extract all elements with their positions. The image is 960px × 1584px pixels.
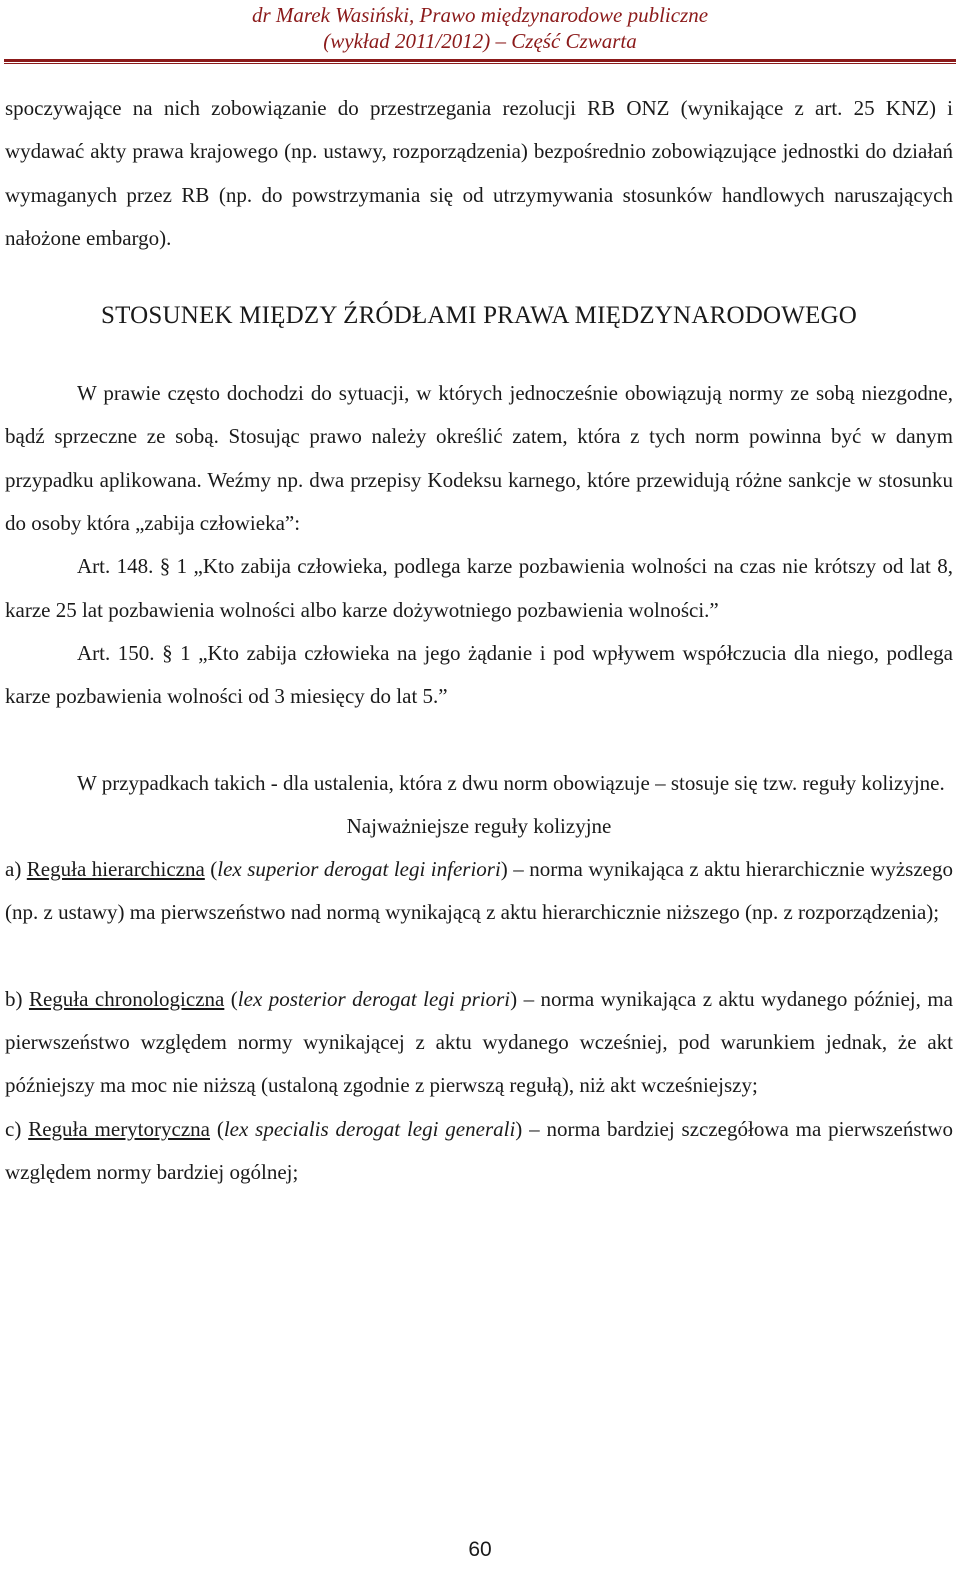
running-header [0, 0, 960, 58]
spacer [5, 719, 953, 762]
header-rule-thick [4, 59, 956, 62]
spacer [5, 260, 953, 290]
header-rule-thin [4, 63, 956, 64]
page-number: 60 [468, 1538, 492, 1561]
subheading-rules: Najważniejsze reguły kolizyjne [346, 813, 612, 838]
header-line-1: dr Marek Wasiński, Prawo międzynarodowe publiczne [251, 3, 709, 27]
rule-latin: lex specialis derogat legi generali [223, 1116, 516, 1141]
section-heading: STOSUNEK MIĘDZY ŹRÓDŁAMI PRAWA MIĘDZYNARODOWEGO [101, 302, 857, 330]
intro-paragraph: spoczywające na nich zobowiązanie do przestrzegania rezolucji RB ONZ (wynikające z art. 25 KNZ) i wydawać akty prawa krajowego (np. ustawy, rozporządzenia) bezpośrednio zobowiązujące jednostki do działań wymaganych przez RB (np. do powstrzymania się od utrzymywania stosunków handlowych naruszających nałożone embargo). [5, 96, 953, 250]
quote-art-148: Art. 148. § 1 „Kto zabija człowieka, podlega karze pozbawienia wolności na czas nie krótszy od lat 8, karze 25 lat pozbawienia wolności albo karze dożywotniego pozbawienia wolności.” [5, 554, 953, 622]
spacer [5, 935, 953, 978]
rule-latin: lex superior derogat legi inferiori [217, 857, 501, 882]
rule-name: Reguła hierarchiczna [26, 857, 205, 882]
rule-chronological: b) Reguła chronologiczna (lex posterior derogat legi priori) – norma wynikająca z aktu wydanego później, ma pierwszeństwo względem normy wynikającej z aktu wydanego wcześniej, pod warunkiem jednak, że akt późniejszy ma moc nie niższą (ustaloną zgodnie z pierwszą regułą), niż akt wcześniejszy; [5, 986, 953, 1098]
rule-name: Reguła chronologiczna [28, 986, 225, 1011]
header-line-2: (wykład 2011/2012) – Część Czwarta [323, 29, 637, 53]
rule-substantive: c) Reguła merytoryczna (lex specialis derogat legi generali) – norma bardziej szczegółowa ma pierwszeństwo względem normy bardziej ogólnej; [5, 1116, 953, 1184]
spacer [5, 342, 953, 372]
rule-hierarchical: a) Reguła hierarchiczna (lex superior derogat legi inferiori) – norma wynikająca z aktu hierarchicznie wyższego (np. z ustawy) ma pierwszeństwo nad normą wynikającą z aktu hierarchicznie niższego (np. z rozporządzenia); [5, 857, 953, 925]
quote-art-150: Art. 150. § 1 „Kto zabija człowieka na jego żądanie i pod wpływem współczucia dla niego, podlega karze pozbawienia wolności od 3 miesięcy do lat 5.” [5, 640, 953, 709]
rule-name: Reguła merytoryczna [28, 1116, 210, 1141]
document-body [5, 87, 953, 1194]
paragraph-collision: W prawie często dochodzi do sytuacji, w których jednocześnie obowiązują normy ze sobą niezgodne, bądź sprzeczne ze sobą. Stosując prawo należy określić zatem, która z tych norm powinna być w danym przypadku aplikowana. Weźmy np. dwa przepisy Kodeksu karnego, które przewidują różne sankcje w stosunku do osoby która „zabija człowieka”: [5, 381, 953, 536]
rule-latin: lex posterior derogat legi priori [237, 986, 511, 1011]
paragraph-conflict-rules: W przypadkach takich - dla ustalenia, która z dwu norm obowiązuje – stosuje się tzw. reguły kolizyjne. [77, 770, 945, 795]
